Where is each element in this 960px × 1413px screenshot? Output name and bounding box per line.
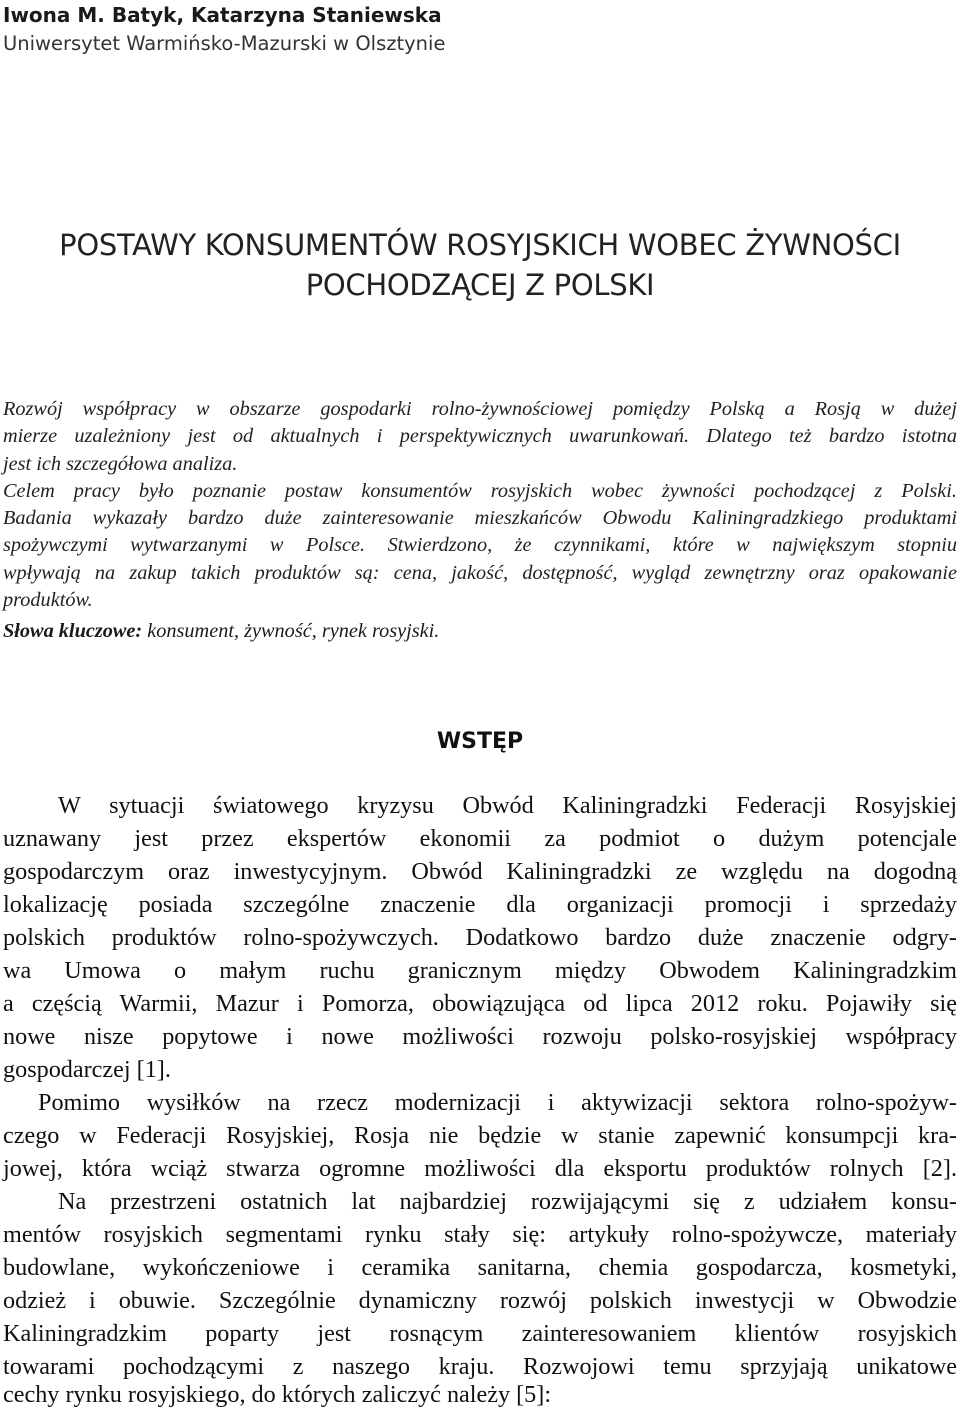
paper-title-line-1: POSTAWY KONSUMENTÓW ROSYJSKICH WOBEC ŻYWNOŚCI	[59, 228, 901, 262]
body-line: odzież i obuwie. Szczególnie dynamiczny rozwój polskich inwestycji w Obwodzie	[3, 1287, 957, 1314]
body-line: nowe nisze popytowe i nowe możliwości rozwoju polsko-rosyjskiej współpracy	[3, 1023, 957, 1050]
body-line: Na przestrzeni ostatnich lat najbardziej rozwijającymi się z udziałem konsu-	[58, 1188, 957, 1215]
abstract-line: Rozwój współpracy w obszarze gospodarki rolno-żywnościowej pomiędzy Polską a Rosją w dużej	[3, 398, 957, 420]
abstract-line: jest ich szczegółowa analiza.	[3, 453, 238, 475]
abstract-line: wpływają na zakup takich produktów są: cena, jakość, dostępność, wygląd zewnętrzny oraz opakowanie	[3, 562, 957, 584]
abstract-line: Celem pracy było poznanie postaw konsumentów rosyjskich wobec żywności pochodzącej z Polski.	[3, 480, 957, 502]
body-line: lokalizację posiada szczególne znaczenie dla organizacji promocji i sprzedaży	[3, 891, 957, 918]
keywords-label: Słowa kluczowe:	[3, 620, 143, 642]
body-line: cechy rynku rosyjskiego, do których zaliczyć należy [5]:	[3, 1381, 552, 1408]
body-line: towarami pochodzącymi z naszego kraju. Rozwojowi temu sprzyjają unikatowe	[3, 1353, 957, 1380]
abstract-line: spożywczymi wytwarzanymi w Polsce. Stwierdzono, że czynnikami, które w największym stopniu	[3, 534, 957, 556]
body-line: uznawany jest przez ekspertów ekonomii za podmiot o dużym potencjale	[3, 825, 957, 852]
body-line: mentów rosyjskich segmentami rynku stały się: artykuły rolno-spożywcze, materiały	[3, 1221, 957, 1248]
body-line: Pomimo wysiłków na rzecz modernizacji i aktywizacji sektora rolno-spożyw-	[38, 1089, 957, 1116]
affiliation: Uniwersytet Warmińsko-Mazurski w Olsztynie	[3, 32, 446, 55]
body-line: gospodarczej [1].	[3, 1056, 171, 1083]
section-heading: WSTĘP	[436, 729, 524, 754]
body-line: budowlane, wykończeniowe i ceramika sanitarna, chemia gospodarcza, kosmetyki,	[3, 1254, 957, 1281]
body-line: Kaliningradzkim poparty jest rosnącym zainteresowaniem klientów rosyjskich	[3, 1320, 957, 1347]
body-line: jowej, która wciąż stwarza ogromne możliwości dla eksportu produktów rolnych [2].	[3, 1155, 957, 1182]
keywords	[3, 618, 439, 644]
paper-title-line-2: POCHODZĄCEJ Z POLSKI	[305, 268, 655, 302]
body-line: polskich produktów rolno-spożywczych. Dodatkowo bardzo duże znaczenie odgry-	[3, 924, 957, 951]
body-line: W sytuacji światowego kryzysu Obwód Kaliningradzki Federacji Rosyjskiej	[58, 792, 957, 819]
abstract-line: mierze uzależniony jest od aktualnych i perspektywicznych uwarunkowań. Dlatego też bardzo istotna	[3, 425, 957, 447]
body-line: czego w Federacji Rosyjskiej, Rosja nie będzie w stanie zapewnić konsumpcji kra-	[3, 1122, 957, 1149]
keywords-text: konsument, żywność, rynek rosyjski.	[142, 620, 440, 642]
body-line: a częścią Warmii, Mazur i Pomorza, obowiązująca od lipca 2012 roku. Pojawiły się	[3, 990, 957, 1017]
body-line: wa Umowa o małym ruchu granicznym między Obwodem Kaliningradzkim	[3, 957, 957, 984]
authors: Iwona M. Batyk, Katarzyna Staniewska	[3, 3, 442, 27]
abstract-line: produktów.	[3, 589, 93, 611]
body-line: gospodarczym oraz inwestycyjnym. Obwód Kaliningradzki ze względu na dogodną	[3, 858, 957, 885]
abstract-line: Badania wykazały bardzo duże zainteresowanie mieszkańców Obwodu Kaliningradzkiego produktami	[3, 507, 957, 529]
